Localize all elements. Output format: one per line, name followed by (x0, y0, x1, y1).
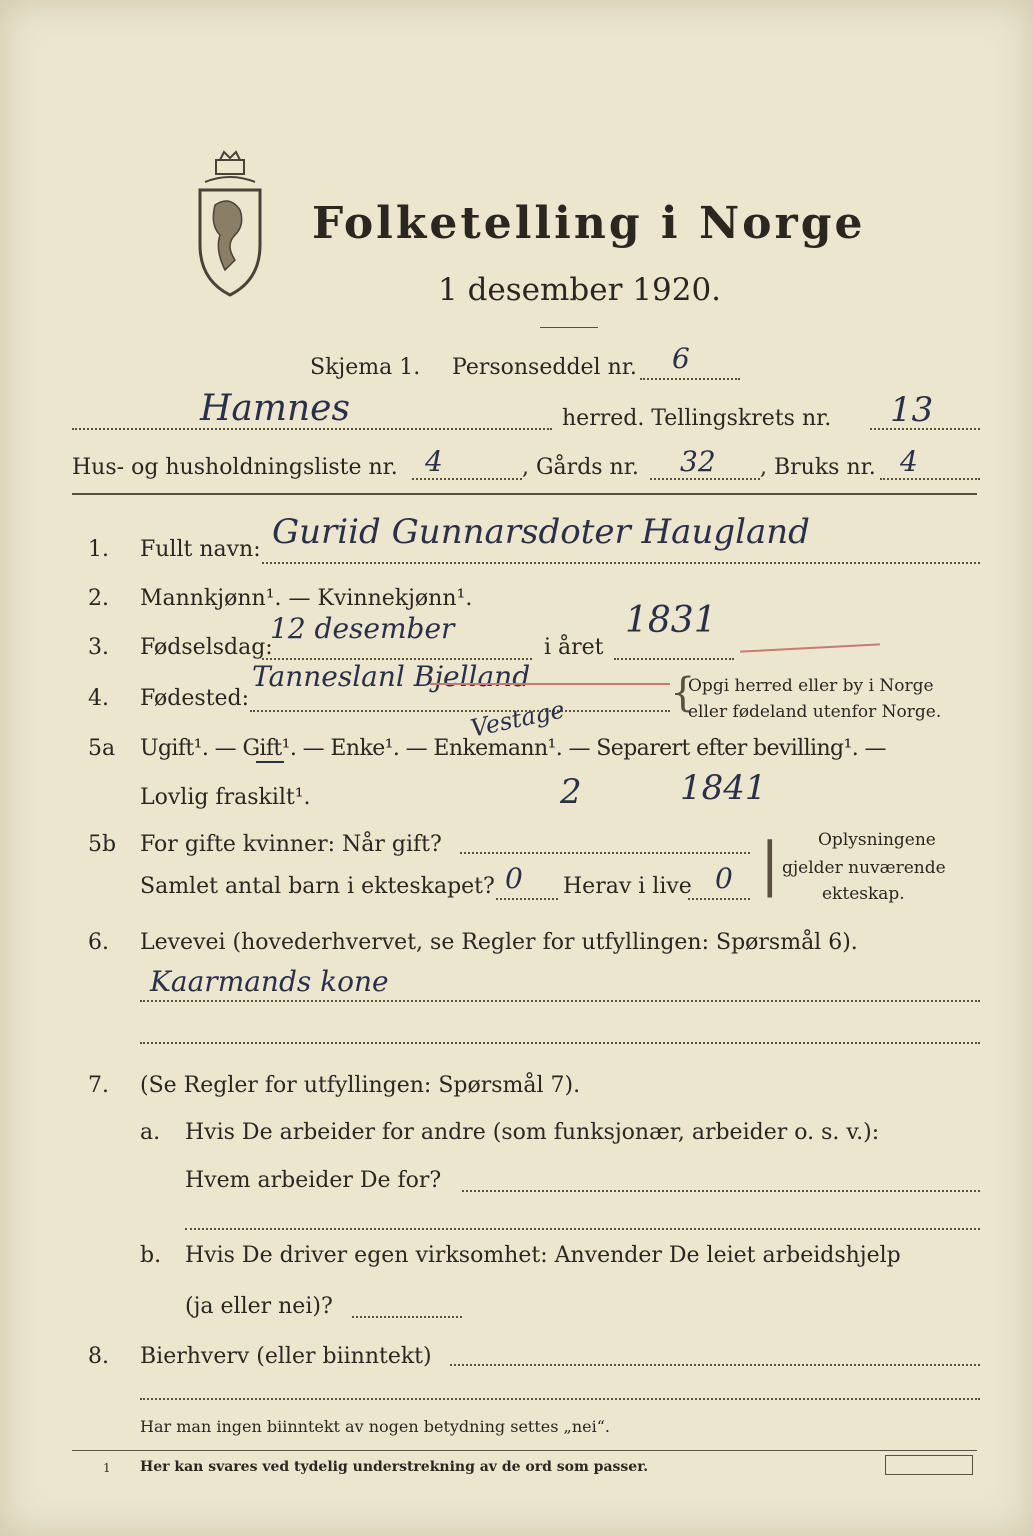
q5a-label-2: Lovlig fraskilt¹. (140, 785, 311, 810)
coat-of-arms-icon (190, 150, 270, 300)
personseddel-label: Personseddel nr. (452, 355, 637, 380)
q7a-label-2: Hvem arbeider De for? (185, 1168, 442, 1193)
q8-line-1 (450, 1364, 980, 1366)
q1-value[interactable]: Guriid Gunnarsdoter Haugland (272, 512, 810, 552)
q5b-note-3: ekteskap. (822, 884, 905, 904)
q6-value[interactable]: Kaarmands kone (150, 965, 389, 998)
q2-number: 2. (88, 586, 109, 611)
personseddel-line (640, 378, 740, 380)
q3-year-value[interactable]: 1831 (625, 600, 717, 641)
q5b-live-line (688, 898, 750, 900)
q5b-label: For gifte kvinner: Når gift? (140, 832, 442, 857)
q3-label: Fødselsdag: (140, 635, 273, 660)
q5b-barn-line (496, 898, 558, 900)
q4-label: Fødested: (140, 686, 250, 711)
q3-number: 3. (88, 635, 109, 660)
q5a-value-1[interactable]: 2 (560, 772, 582, 812)
q3-red-strike (740, 643, 880, 652)
footnote-number: 1 (103, 1461, 111, 1475)
q5b-barn-value[interactable]: 0 (505, 862, 523, 895)
q7a-line-2 (185, 1228, 980, 1230)
q4-value[interactable]: Tanneslanl Bjelland (252, 660, 531, 693)
q3-year-line (614, 658, 734, 660)
q4-line (250, 710, 670, 712)
q4-red-strike (430, 683, 670, 685)
q5a-value-2[interactable]: 1841 (680, 768, 767, 808)
hus-line (412, 478, 522, 480)
q5b-brace: | (760, 830, 780, 898)
herred-label: herred. Tellingskrets nr. (562, 406, 832, 431)
footer-note: Har man ingen biinntekt av nogen betydning settes „nei“. (140, 1417, 610, 1436)
q6-line-1 (140, 1000, 980, 1002)
census-date: 1 desember 1920. (438, 272, 722, 308)
q5b-note-2: gjelder nuværende (782, 858, 946, 878)
q7a-number: a. (140, 1120, 161, 1145)
q6-line-2 (140, 1042, 980, 1044)
q7-number: 7. (88, 1073, 109, 1098)
q2-label: Mannkjønn¹. — Kvinnekjønn¹. (140, 586, 473, 611)
q7a-line-1 (462, 1190, 980, 1192)
q5b-live-value[interactable]: 0 (715, 862, 733, 895)
title-divider (540, 327, 598, 328)
gards-label: , Gårds nr. (522, 455, 639, 480)
q4-note-1: Opgi herred eller by i Norge (688, 676, 934, 696)
footer-rule (72, 1450, 977, 1451)
gift-underline (256, 761, 284, 763)
bruks-label: , Bruks nr. (760, 455, 876, 480)
q3-value[interactable]: 12 desember (270, 612, 455, 645)
footnote-text: Her kan svares ved tydelig understrekning av de ord som passer. (140, 1459, 649, 1475)
gards-line (650, 478, 760, 480)
q8-label: Bierhverv (eller biinntekt) (140, 1344, 432, 1369)
q5b-note-1: Oplysningene (818, 830, 936, 850)
tellingskrets-value[interactable]: 13 (890, 390, 934, 430)
q5b-live-label: Herav i live (563, 874, 692, 899)
q5b-label-2: Samlet antal barn i ekteskapet? (140, 874, 495, 899)
q7b-label-2: (ja eller nei)? (185, 1294, 333, 1319)
q7b-line (352, 1316, 462, 1318)
q7a-label: Hvis De arbeider for andre (som funksjonær, arbeider o. s. v.): (185, 1120, 880, 1145)
q4-note-2: eller fødeland utenfor Norge. (688, 702, 942, 722)
q1-number: 1. (88, 537, 109, 562)
bruks-value[interactable]: 4 (900, 445, 918, 478)
q7-label: (Se Regler for utfyllingen: Spørsmål 7). (140, 1073, 581, 1098)
q8-line-2 (140, 1398, 980, 1400)
q6-label: Levevei (hovederhvervet, se Regler for utfyllingen: Spørsmål 6). (140, 930, 858, 955)
q4-number: 4. (88, 686, 109, 711)
q5b-gift-line (460, 852, 750, 854)
q7b-label: Hvis De driver egen virksomhet: Anvender De leiet arbeidshjelp (185, 1243, 901, 1268)
q1-line (262, 562, 980, 564)
q3-year-label: i året (544, 635, 604, 660)
gards-value[interactable]: 32 (680, 445, 716, 478)
hus-value[interactable]: 4 (425, 445, 443, 478)
q1-label: Fullt navn: (140, 537, 261, 562)
q5a-label: Ugift¹. — Gift¹. — Enke¹. — Enkemann¹. — Separert efter bevilling¹. — (140, 736, 886, 761)
personseddel-value[interactable]: 6 (672, 342, 690, 375)
q6-number: 6. (88, 930, 109, 955)
q4-extra-value[interactable]: Vestage (468, 695, 568, 743)
q4-brace: { (670, 670, 696, 716)
q8-number: 8. (88, 1344, 109, 1369)
skjema-label: Skjema 1. (310, 355, 421, 380)
q7b-number: b. (140, 1243, 162, 1268)
herred-value[interactable]: Hamnes (200, 388, 350, 429)
printer-stamp (885, 1455, 973, 1475)
bruks-line (880, 478, 980, 480)
q5a-number: 5a (88, 736, 116, 761)
form-title: Folketelling i Norge (312, 198, 866, 249)
header-separator (72, 493, 977, 495)
q5b-number: 5b (88, 832, 117, 857)
hus-label: Hus- og husholdningsliste nr. (72, 455, 398, 480)
